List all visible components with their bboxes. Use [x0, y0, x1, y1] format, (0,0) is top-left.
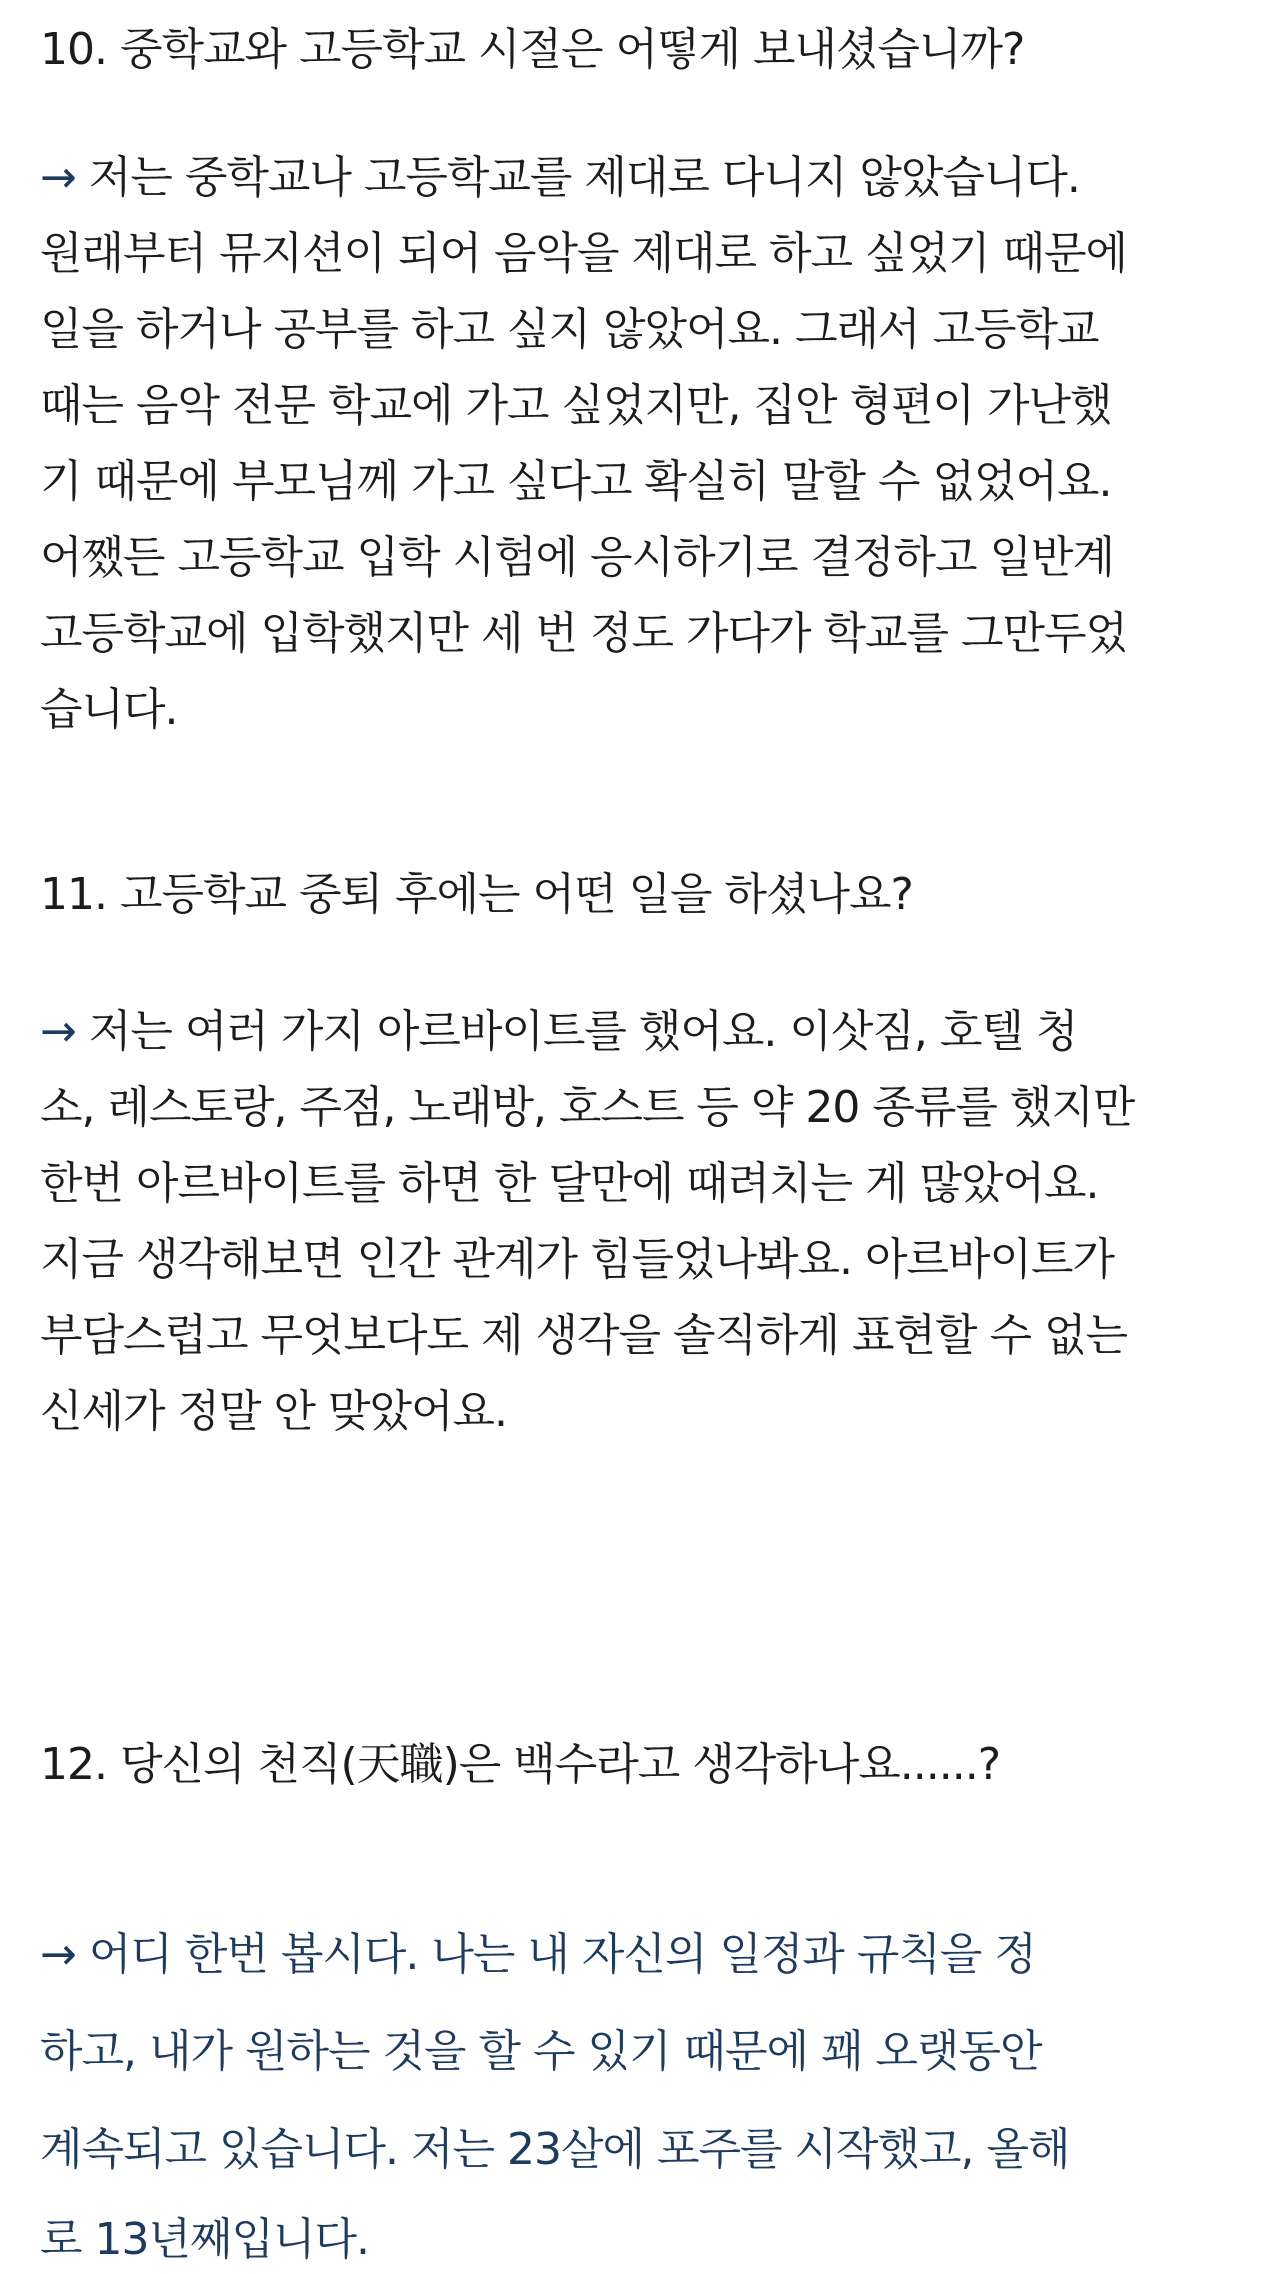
answer-11-line-6: 신세가 정말 안 맞았어요.: [40, 1386, 507, 1437]
answer-10-line-1: [40, 148, 1080, 208]
answer-10-line-3: 일을 하거나 공부를 하고 싶지 않았어요. 그래서 고등학교: [40, 304, 1099, 355]
answer-10-line-2: 원래부터 뮤지션이 되어 음악을 제대로 하고 싶었기 때문에: [40, 228, 1127, 279]
answer-12-line-2: 하고, 내가 원하는 것을 할 수 있기 때문에 꽤 오랫동안: [40, 2026, 1042, 2077]
answer-11-line-2: 소, 레스토랑, 주점, 노래방, 호스트 등 약 20 종류를 했지만: [40, 1082, 1135, 1133]
answer-text: 저는 여러 가지 아르바이트를 했어요. 이삿짐, 호텔 청: [88, 1006, 1078, 1057]
answer-12-line-1: [40, 1925, 1036, 1985]
question-11: 11. 고등학교 중퇴 후에는 어떤 일을 하셨나요?: [40, 869, 913, 920]
answer-12-line-4: 로 13년째입니다.: [40, 2214, 369, 2265]
answer-10-line-5: 기 때문에 부모님께 가고 싶다고 확실히 말할 수 없었어요.: [40, 456, 1112, 507]
question-12: 12. 당신의 천직(天職)은 백수라고 생각하나요......?: [40, 1739, 1001, 1790]
answer-11-line-3: 한번 아르바이트를 하면 한 달만에 때려치는 게 많았어요.: [40, 1158, 1099, 1209]
answer-12-line-3: 계속되고 있습니다. 저는 23살에 포주를 시작했고, 올해: [40, 2124, 1070, 2175]
answer-11-line-4: 지금 생각해보면 인간 관계가 힘들었나봐요. 아르바이트가: [40, 1234, 1115, 1285]
answer-11-line-5: 부담스럽고 무엇보다도 제 생각을 솔직하게 표현할 수 없는: [40, 1310, 1127, 1361]
answer-11-line-1: [40, 1002, 1077, 1062]
answer-10-line-4: 때는 음악 전문 학교에 가고 싶었지만, 집안 형편이 가난했: [40, 380, 1112, 431]
answer-10-line-8: 습니다.: [40, 684, 178, 735]
answer-10-line-7: 고등학교에 입학했지만 세 번 정도 가다가 학교를 그만두었: [40, 608, 1127, 659]
answer-text: 어디 한번 봅시다. 나는 내 자신의 일정과 규칙을 정: [88, 1929, 1036, 1980]
arrow-icon: →: [40, 1006, 76, 1057]
question-10: 10. 중학교와 고등학교 시절은 어떻게 보내셨습니까?: [40, 24, 1025, 75]
arrow-icon: →: [40, 152, 76, 203]
arrow-icon: →: [40, 1929, 76, 1980]
answer-10-line-6: 어쨌든 고등학교 입학 시험에 응시하기로 결정하고 일반계: [40, 532, 1115, 583]
answer-text: 저는 중학교나 고등학교를 제대로 다니지 않았습니다.: [88, 152, 1080, 203]
